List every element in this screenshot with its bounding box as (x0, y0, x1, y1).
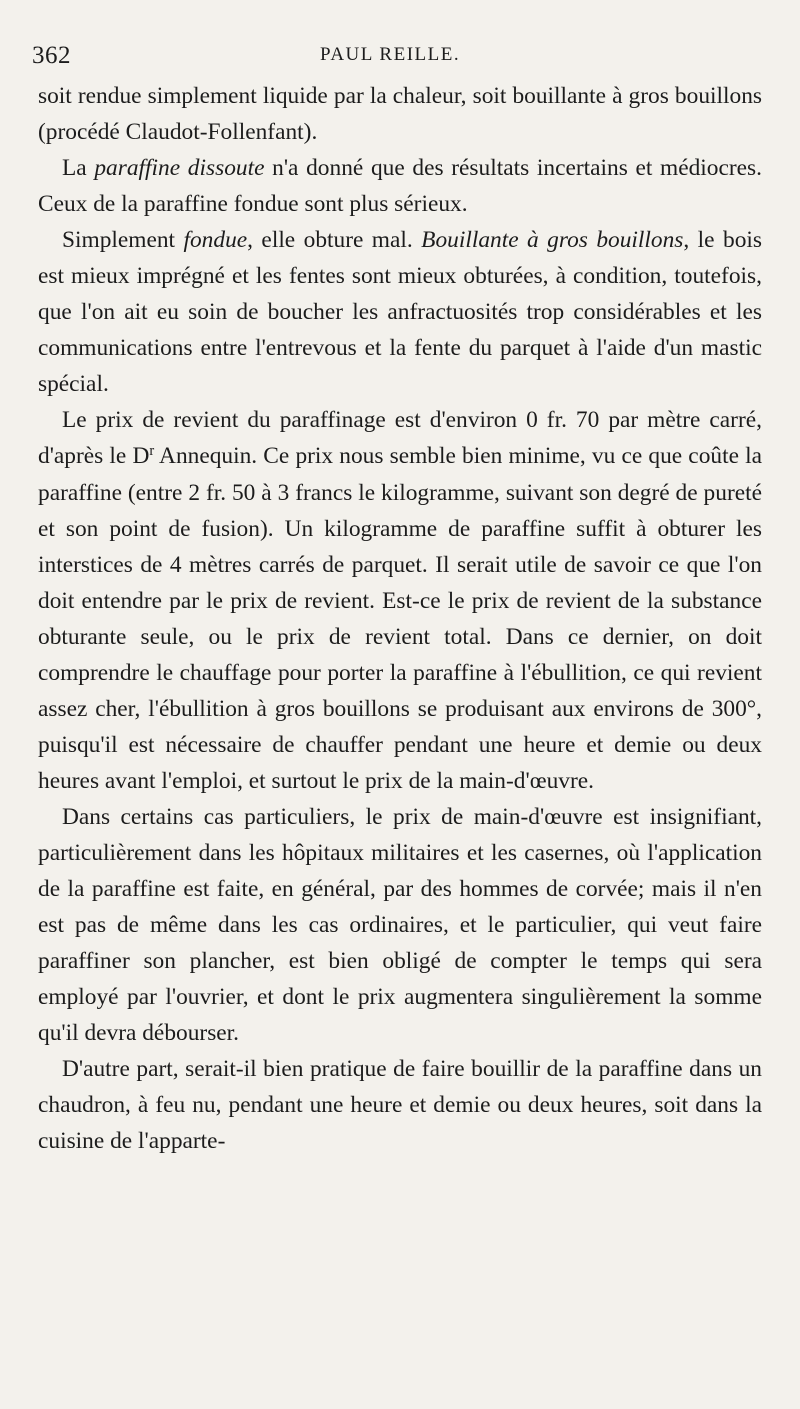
page-number: 362 (32, 42, 71, 69)
running-header (32, 38, 772, 78)
running-title: PAUL REILLE. (320, 44, 461, 65)
paragraph (38, 150, 762, 222)
text-run: Le prix de revient du paraffinage est d'environ 0 fr. 70 par mètre carré, d'après le D (38, 407, 762, 470)
text-run: , elle obture mal. (247, 227, 422, 254)
body-text (38, 78, 762, 1159)
paragraph (38, 402, 762, 799)
text-run: Dans certains cas particuliers, le prix de main-d'œuvre est insignifiant, particulièrement dans les hôpitaux militaires et les casernes, où l'application de la paraffine est faite, en général, par des hommes de corvée; mais il n'en est pas de même dans les cas ordinaires, et le particulier, qui veut faire paraffiner son plancher, est bien obligé de compter le temps qui sera employé par l'ouvrier, et dont le prix augmentera singulièrement la somme qu'il devra débourser. (38, 803, 762, 1047)
paragraph (38, 222, 762, 402)
italic-text: Bouillante à gros bouillons (421, 227, 684, 254)
italic-text: paraffine dissoute (94, 155, 265, 182)
text-run: n'a donné que des résultats incertains et médiocres. Ceux de la paraffine fondue sont plus sérieux. (38, 155, 762, 218)
paragraph (38, 1051, 762, 1159)
text-run: D'autre part, serait-il bien pratique de faire bouillir de la paraffine dans un chaudron, à feu nu, pendant une heure et demie ou deux heures, soit dans la cuisine de l'apparte- (38, 1056, 762, 1155)
text-run: soit rendue simplement liquide par la chaleur, soit bouillante à gros bouillons (procédé Claudot-Follenfant). (38, 83, 762, 146)
superscript-text: r (149, 443, 155, 460)
text-run: Simplement (62, 227, 184, 254)
text-run: La (62, 155, 95, 182)
text-run: , le bois est mieux imprégné et les fentes sont mieux obturées, à condition, toutefois, que l'on ait eu soin de boucher les anfractuosités trop considérables et les communications entre l'entrevous et la fente du parquet à l'aide d'un mastic spécial. (38, 227, 762, 398)
text-run: Annequin. Ce prix nous semble bien minime, vu ce que coûte la paraffine (entre 2 fr. 50 à 3 francs le kilogramme, suivant son degré de pureté et son point de fusion). Un kilogramme de paraffine suffit à obturer les interstices de 4 mètres carrés de parquet. Il serait utile de savoir ce que l'on doit entendre par le prix de revient. Est-ce le prix de revient de la substance obturante seule, ou le prix de revient total. Dans ce dernier, on doit comprendre le chauffage pour porter la paraffine à l'ébullition, ce qui revient assez cher, l'ébullition à gros bouillons se produisant aux environs de 300°, puisqu'il est nécessaire de chauffer pendant une heure et demie ou deux heures avant l'emploi, et surtout le prix de la main-d'œuvre. (38, 443, 762, 794)
paragraph (38, 799, 762, 1051)
paragraph (38, 78, 762, 150)
italic-text: fondue (183, 227, 248, 254)
